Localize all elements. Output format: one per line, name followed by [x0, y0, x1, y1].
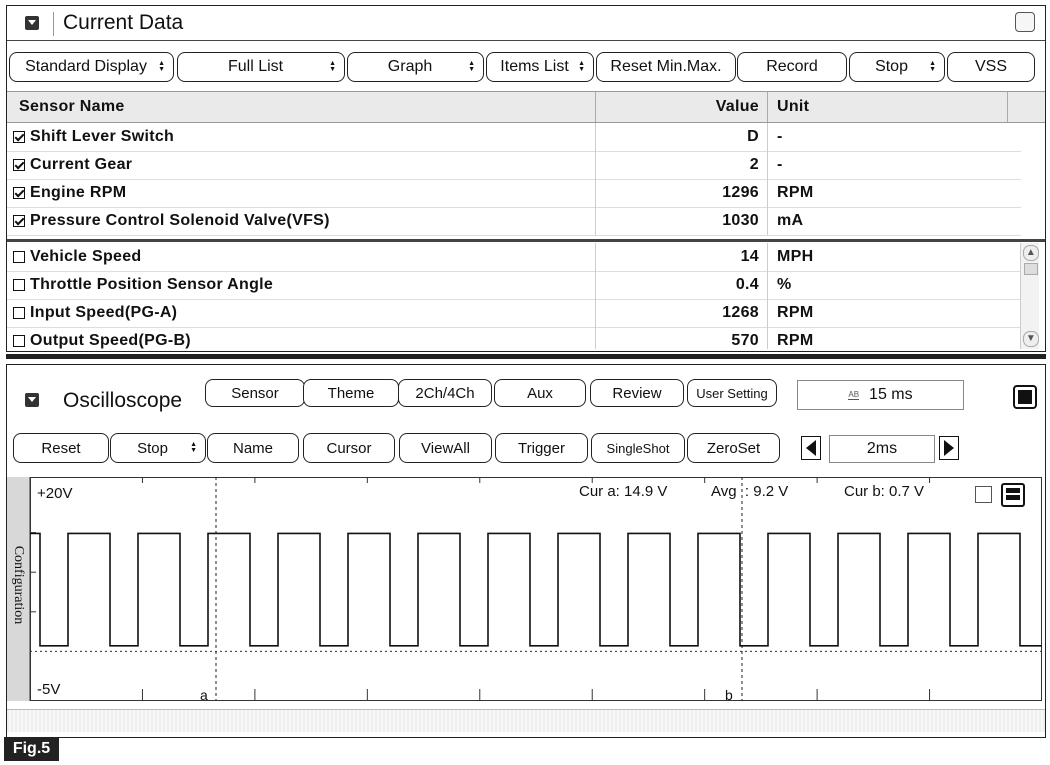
osc-control-4[interactable]	[399, 433, 492, 463]
toolbar-button-2[interactable]	[347, 52, 484, 82]
toolbar-button-1[interactable]	[177, 52, 345, 82]
cur-a-readout: Cur a: 14.9 V	[579, 483, 668, 500]
osc-control-label: Stop	[137, 439, 168, 457]
osc-control-7[interactable]	[687, 433, 780, 463]
toolbar-button-6[interactable]	[849, 52, 945, 82]
window-toggle-icon[interactable]	[1015, 12, 1035, 32]
fixed-divider	[7, 239, 1045, 242]
figure-label: Fig.5	[4, 737, 59, 761]
table-header	[7, 91, 1045, 123]
toolbar-button-label: Graph	[387, 58, 433, 75]
table-row[interactable]	[7, 207, 1021, 236]
sensor-unit: RPM	[777, 184, 814, 201]
panel-divider	[6, 354, 1046, 359]
row-checkbox[interactable]	[13, 187, 25, 199]
col-unit: Unit	[777, 98, 810, 115]
sensor-value: D	[747, 128, 759, 145]
sensor-name: Vehicle Speed	[30, 248, 142, 265]
col-divider	[767, 92, 768, 122]
table-row[interactable]	[7, 299, 1021, 328]
toolbar-button-0[interactable]	[9, 52, 174, 82]
cursor-a-label: a	[200, 687, 208, 703]
osc-button-4[interactable]: Review	[590, 379, 684, 407]
row-checkbox[interactable]	[13, 215, 25, 227]
toolbar-button-5[interactable]	[737, 52, 847, 82]
row-checkbox[interactable]	[13, 335, 25, 347]
row-checkbox[interactable]	[13, 279, 25, 291]
graph-frame	[31, 478, 1042, 701]
toolbar-button-7[interactable]	[947, 52, 1035, 82]
osc-control-label: ViewAll	[421, 439, 470, 457]
y-max-label: +20V	[37, 485, 73, 502]
row-checkbox[interactable]	[13, 131, 25, 143]
timebase-left-icon[interactable]	[801, 436, 821, 460]
sensor-name: Output Speed(PG-B)	[30, 332, 191, 349]
cur-b-readout: Cur b: 0.7 V	[844, 483, 925, 500]
sensor-unit: %	[777, 276, 792, 293]
updown-icon: ▲ ▼	[158, 60, 165, 73]
table-row[interactable]	[7, 327, 1021, 349]
toolbar-button-label: Standard Display	[25, 58, 147, 75]
sensor-name: Pressure Control Solenoid Valve(VFS)	[30, 212, 330, 229]
sensor-value: 2	[749, 156, 759, 173]
osc-button-3[interactable]: Aux	[494, 379, 586, 407]
timebase-display: 2ms	[829, 435, 935, 463]
table-row[interactable]	[7, 243, 1021, 272]
scroll-rows	[7, 243, 1045, 349]
osc-control-2[interactable]	[207, 433, 299, 463]
table-scrollbar[interactable]	[1020, 243, 1039, 349]
y-min-label: -5V	[37, 681, 61, 698]
graph-checkbox[interactable]	[975, 486, 992, 503]
scroll-down-icon[interactable]: ▼	[1023, 331, 1039, 347]
toolbar-button-label: Stop	[875, 58, 908, 75]
panel-title: Current Data	[63, 11, 184, 34]
sensor-value: 1268	[722, 304, 759, 321]
sample-rate-icon: AB	[848, 390, 860, 399]
waveform-trace	[30, 533, 1042, 645]
sensor-unit: RPM	[777, 304, 814, 321]
sample-rate-display	[797, 380, 964, 410]
row-checkbox[interactable]	[13, 307, 25, 319]
sensor-value: 0.4	[735, 276, 759, 293]
oscilloscope-graph[interactable]	[30, 477, 1042, 701]
updown-icon: ▲ ▼	[190, 441, 197, 454]
row-checkbox[interactable]	[13, 251, 25, 263]
toolbar-button-label: Full List	[227, 58, 284, 75]
sensor-value: 570	[731, 332, 759, 349]
toolbar-button-4[interactable]	[596, 52, 736, 82]
toolbar-button-label: VSS	[974, 58, 1007, 75]
updown-icon: ▲ ▼	[329, 60, 336, 73]
osc-control-label: Trigger	[518, 439, 565, 457]
collapse-icon[interactable]	[25, 393, 39, 407]
updown-icon: ▲ ▼	[929, 60, 936, 73]
avg-readout: Avg : 9.2 V	[711, 483, 789, 500]
toolbar-button-3[interactable]	[486, 52, 594, 82]
toolbar-button-label: Reset Min.Max.	[610, 58, 722, 75]
osc-control-0[interactable]	[13, 433, 109, 463]
row-checkbox[interactable]	[13, 159, 25, 171]
cursor-b-label: b	[725, 687, 733, 703]
table-row[interactable]	[7, 179, 1021, 208]
osc-button-5[interactable]: User Setting	[687, 379, 777, 407]
sensor-unit: MPH	[777, 248, 814, 265]
sensor-value: 14	[740, 248, 759, 265]
sample-rate-value: 15 ms	[869, 386, 913, 403]
current-data-header	[7, 6, 1045, 41]
toolbar-button-label: Items List	[500, 58, 569, 75]
col-divider	[595, 92, 596, 122]
sensor-unit: RPM	[777, 332, 814, 349]
osc-control-3[interactable]	[303, 433, 395, 463]
sensor-unit: -	[777, 128, 783, 145]
updown-icon: ▲ ▼	[578, 60, 585, 73]
sensor-name: Engine RPM	[30, 184, 127, 201]
sensor-value: 1296	[722, 184, 759, 201]
col-divider	[1007, 92, 1008, 122]
col-sensor-name: Sensor Name	[19, 98, 125, 115]
sensor-name: Throttle Position Sensor Angle	[30, 276, 274, 293]
configuration-label: Configuration	[11, 545, 26, 625]
osc-control-label: SingleShot	[606, 440, 670, 456]
current-data-toolbar	[7, 51, 1045, 85]
graph-layout-icon[interactable]	[1001, 483, 1025, 507]
table-row[interactable]	[7, 271, 1021, 300]
osc-button-1[interactable]: Theme	[303, 379, 399, 407]
oscilloscope-panel	[6, 364, 1046, 738]
scroll-up-icon[interactable]: ▲	[1023, 245, 1039, 261]
horizontal-scrollbar[interactable]	[7, 709, 1045, 732]
osc-control-label: Name	[232, 439, 273, 457]
col-value: Value	[715, 98, 759, 115]
table-row[interactable]	[7, 151, 1021, 180]
stop-record-icon[interactable]	[1013, 385, 1037, 409]
osc-control-label: Cursor	[326, 439, 372, 457]
osc-control-label: ZeroSet	[706, 439, 761, 457]
scroll-thumb[interactable]	[1024, 263, 1038, 275]
table-row[interactable]	[7, 123, 1021, 152]
toolbar-button-label: Record	[766, 58, 818, 75]
osc-control-label: Reset	[41, 439, 81, 457]
sensor-name: Current Gear	[30, 156, 133, 173]
header-divider	[53, 12, 54, 36]
current-data-panel	[6, 5, 1046, 352]
osc-control-6[interactable]	[591, 433, 685, 463]
configuration-tab[interactable]	[7, 477, 30, 701]
osc-control-1[interactable]	[110, 433, 206, 463]
osc-button-0[interactable]: Sensor	[205, 379, 305, 407]
updown-icon: ▲ ▼	[468, 60, 475, 73]
sensor-unit: mA	[777, 212, 804, 229]
osc-control-5[interactable]	[495, 433, 588, 463]
sensor-unit: -	[777, 156, 783, 173]
sensor-name: Input Speed(PG-A)	[30, 304, 178, 321]
fixed-rows	[7, 123, 1045, 239]
osc-button-2[interactable]: 2Ch/4Ch	[398, 379, 492, 407]
sensor-table	[7, 91, 1045, 349]
timebase-right-icon[interactable]	[939, 436, 959, 460]
sensor-name: Shift Lever Switch	[30, 128, 175, 145]
sensor-value: 1030	[722, 212, 759, 229]
oscilloscope-title: Oscilloscope	[63, 389, 183, 412]
collapse-icon[interactable]	[25, 16, 39, 30]
